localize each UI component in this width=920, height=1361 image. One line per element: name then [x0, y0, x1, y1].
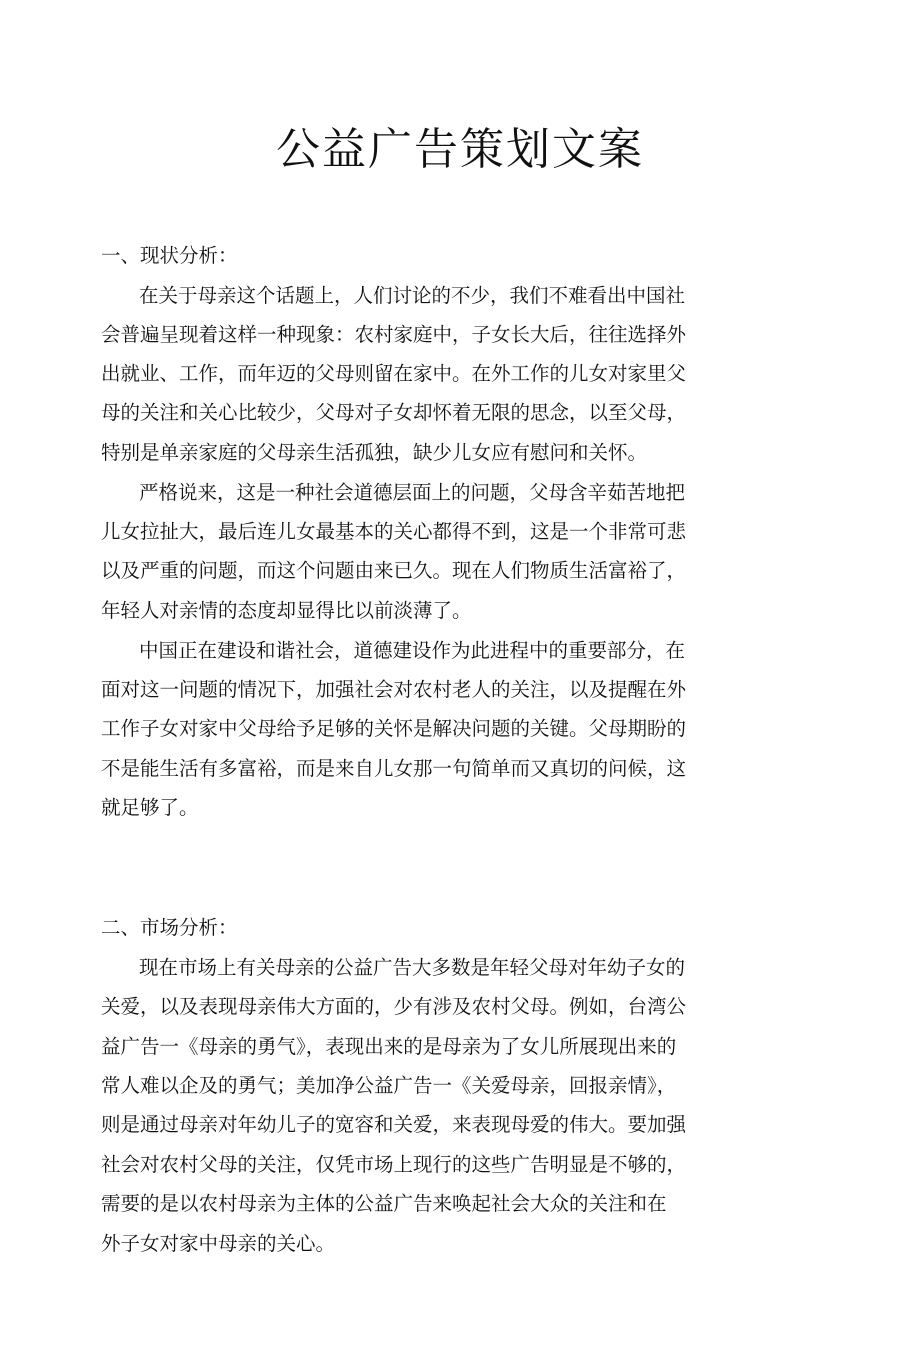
paragraph-line: 出就业、工作，而年迈的父母则留在家中。在外工作的儿女对家里父 — [101, 362, 687, 385]
paragraph-line: 社会对农村父母的关注，仅凭市场上现行的这些广告明显是不够的， — [101, 1153, 687, 1176]
paragraph-line: 就足够了。 — [101, 796, 199, 819]
paragraph-line: 工作子女对家中父母给予足够的关怀是解决问题的关键。父母期盼的 — [101, 717, 687, 740]
paragraph-line: 会普遍呈现着这样一种现象：农村家庭中，子女长大后，往往选择外 — [101, 323, 687, 346]
paragraph-line: 不是能生活有多富裕，而是来自儿女那一句简单而又真切的问候，这 — [101, 757, 687, 780]
paragraph-line: 面对这一问题的情况下，加强社会对农村老人的关注，以及提醒在外 — [101, 678, 687, 701]
paragraph-line: 严格说来，这是一种社会道德层面上的问题，父母含辛茹苦地把 — [139, 481, 686, 504]
paragraph-line: 年轻人对亲情的态度却显得比以前淡薄了。 — [101, 599, 472, 622]
paragraph-line: 需要的是以农村母亲为主体的公益广告来唤起社会大众的关注和在 — [101, 1192, 667, 1215]
paragraph-line: 中国正在建设和谐社会，道德建设作为此进程中的重要部分，在 — [139, 639, 686, 662]
paragraph-line: 常人难以企及的勇气；美加净公益广告一《关爱母亲，回报亲情》， — [101, 1074, 677, 1097]
paragraph-line: 在关于母亲这个话题上，人们讨论的不少，我们不难看出中国社 — [139, 284, 686, 307]
paragraph-line: 现在市场上有关母亲的公益广告大多数是年轻父母对年幼子女的 — [139, 956, 686, 979]
paragraph-line: 则是通过母亲对年幼儿子的宽容和关爱，来表现母爱的伟大。要加强 — [101, 1113, 687, 1136]
paragraph-line: 以及严重的问题，而这个问题由来已久。现在人们物质生活富裕了， — [101, 559, 687, 582]
section-heading-market-analysis: 二、市场分析： — [101, 916, 238, 939]
paragraph-line: 母的关注和关心比较少，父母对子女却怀着无限的思念，以至父母， — [101, 401, 687, 424]
section-heading-status-analysis: 一、现状分析： — [101, 244, 238, 267]
paragraph-line: 外子女对家中母亲的关心。 — [101, 1232, 336, 1255]
paragraph-line: 关爱，以及表现母亲伟大方面的，少有涉及农村父母。例如，台湾公 — [101, 995, 687, 1018]
paragraph-line: 儿女拉扯大，最后连儿女最基本的关心都得不到，这是一个非常可悲 — [101, 520, 687, 543]
paragraph-line: 益广告一《母亲的勇气》，表现出来的是母亲为了女儿所展现出来的 — [101, 1035, 677, 1058]
paragraph-line: 特别是单亲家庭的父母亲生活孤独，缺少儿女应有慰问和关怀。 — [101, 441, 648, 464]
document-title: 公益广告策划文案 — [276, 124, 644, 175]
